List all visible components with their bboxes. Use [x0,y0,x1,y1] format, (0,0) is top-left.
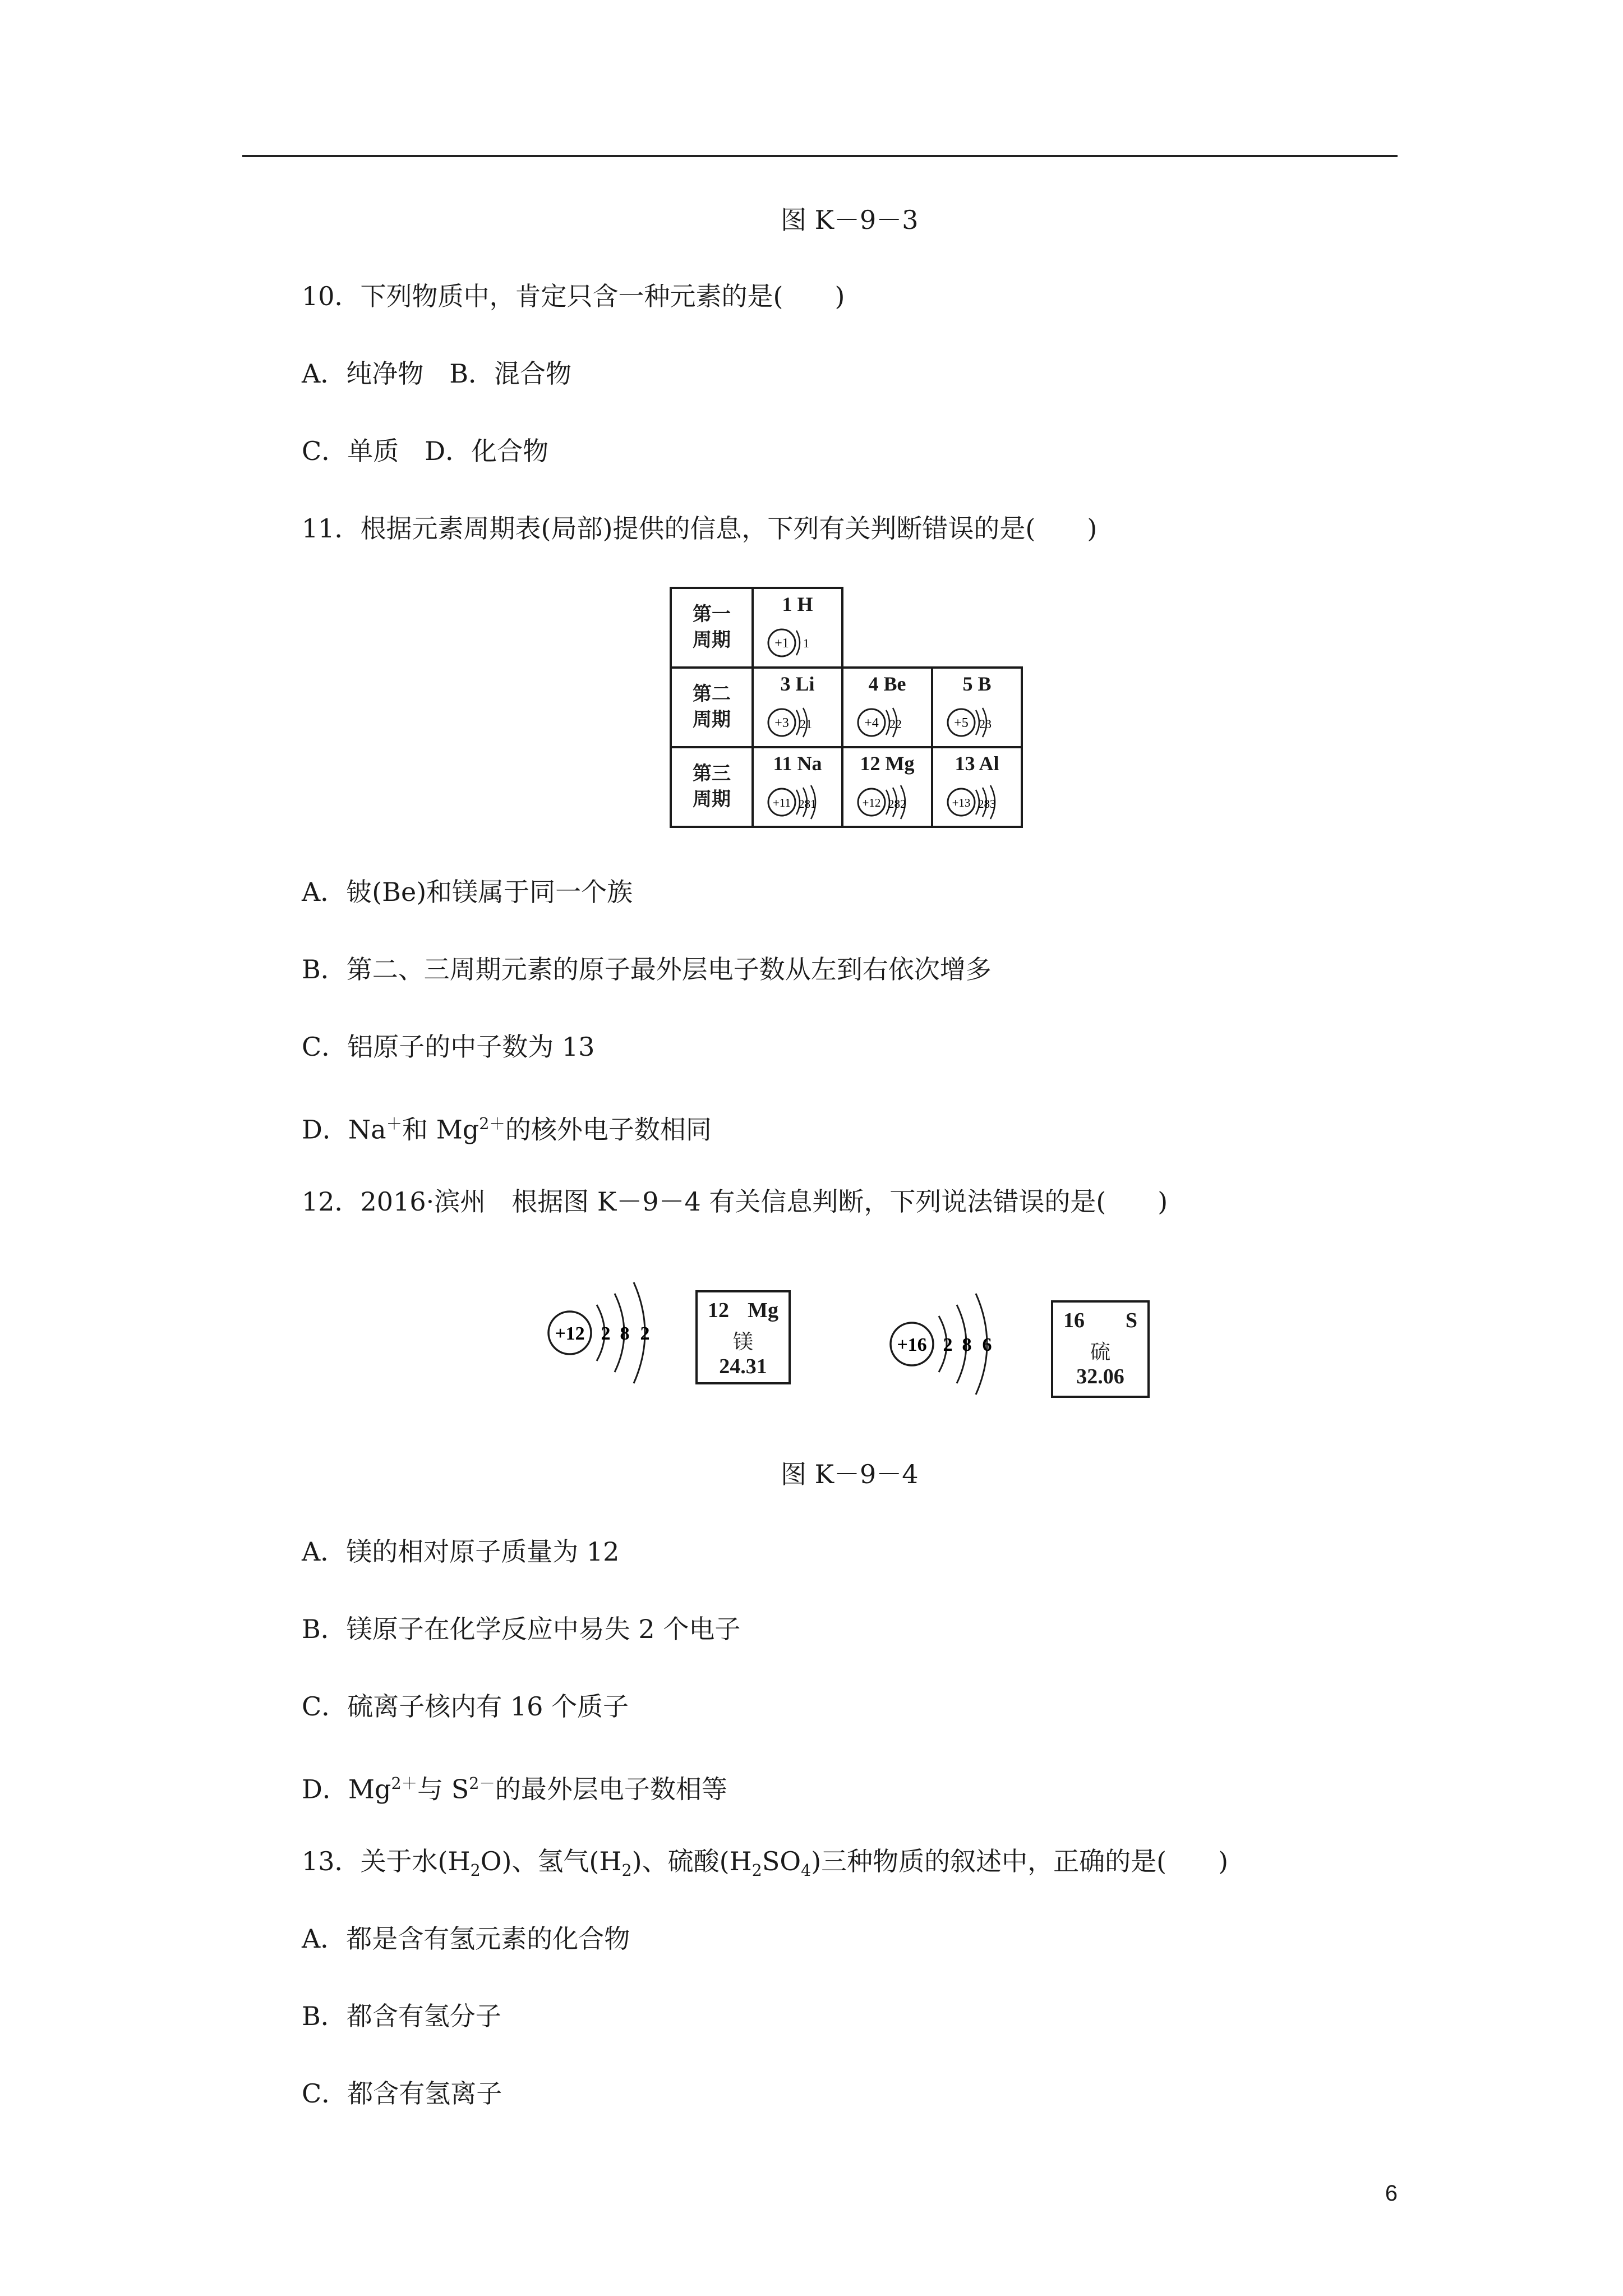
atom-diagram-li [766,702,839,744]
q12-d-pre: D．Mg [302,1774,391,1805]
figure-caption-k93: 图 K－9－3 [781,205,919,235]
period-label-3 [670,746,754,828]
atom-diagram-h [766,623,833,664]
question-11-stem: 11．根据元素周期表(局部)提供的信息，下列有关判断错误的是( ) [302,513,1098,544]
element-name-li: 3 Li [780,673,815,695]
q11-d-post: 的核外电子数相同 [505,1114,712,1145]
s-shell-1: 2 [943,1335,953,1355]
element-cell-be [841,666,933,748]
question-11-option-a: A．铍(Be)和镁属于同一个族 [302,877,633,907]
q11-d-sup1: ＋ [386,1115,403,1133]
s-atomic-mass: 32.06 [1076,1365,1124,1388]
element-cell-li [751,666,843,748]
s-nucleus-charge: +16 [897,1335,927,1355]
period-label-2-text: 第二 周期 [693,683,731,731]
s-symbol: S [1125,1309,1137,1332]
element-name-al: 13 Al [955,752,999,775]
atom-diagram-b [946,702,1018,744]
mg-symbol: Mg [748,1299,778,1322]
svg-text:22: 22 [889,717,902,731]
question-12-option-b: B．镁原子在化学反应中易失 2 个电子 [302,1614,741,1644]
svg-text:+3: +3 [774,716,789,730]
s-shell-3: 6 [982,1335,992,1355]
q13-stem-mid2: )、硫酸(H [631,1846,752,1876]
atom-diagram-be [856,702,929,744]
mg-shell-1: 2 [601,1323,611,1344]
mg-shell-3: 2 [640,1323,650,1344]
period-label-1-text: 第一 周期 [693,603,731,651]
q13-sub-1: 2 [470,1861,481,1880]
q13-stem-mid1: O)、氢气(H [480,1846,622,1876]
element-name-mg: 12 Mg [860,752,915,775]
mg-shell-2: 8 [620,1323,630,1344]
element-cell-mg [841,746,933,828]
element-name-h: 1 H [782,593,813,615]
svg-text:+4: +4 [864,716,879,730]
q11-d-mid: 和 Mg [402,1114,479,1145]
svg-text:+12: +12 [862,796,881,809]
q11-d-pre: D．Na [302,1114,386,1145]
q12-d-sup1: 2＋ [391,1774,418,1793]
question-12-stem: 12．2016·滨州 根据图 K－9－4 有关信息判断，下列说法错误的是( ) [302,1186,1168,1217]
period-label-2 [670,666,754,748]
element-name-na: 11 Na [773,752,822,775]
mg-element-card [695,1290,791,1384]
question-13-option-a: A．都是含有氢元素的化合物 [302,1924,630,1954]
element-cell-h [751,587,843,669]
element-cell-al [931,746,1023,828]
q13-stem-post: )三种物质的叙述中，正确的是( ) [811,1846,1229,1876]
mg-nucleus-charge: +12 [555,1323,585,1344]
q13-stem-mid3: SO [762,1846,801,1876]
atom-diagram-na [766,782,845,823]
svg-text:+11: +11 [772,796,791,809]
question-13-option-c: C．都含有氢离子 [302,2078,502,2109]
mg-atomic-number: 12 [708,1299,729,1322]
s-chinese-name: 硫 [1090,1341,1110,1364]
s-shell-2: 8 [962,1335,972,1355]
question-13-option-b: B．都含有氢分子 [302,2001,501,2031]
element-name-b: 5 B [962,673,992,695]
q13-sub-2: 2 [621,1861,632,1880]
s-atomic-number: 16 [1063,1309,1085,1332]
q12-d-sup2: 2－ [469,1774,495,1793]
svg-text:1: 1 [803,636,809,650]
header-rule [242,155,1398,157]
mg-atomic-mass: 24.31 [719,1355,767,1378]
svg-text:23: 23 [979,717,992,731]
element-name-be: 4 Be [868,673,906,695]
q12-d-mid: 与 S [417,1774,469,1805]
question-10-stem: 10．下列物质中，肯定只含一种元素的是( ) [302,281,845,311]
q11-d-sup2: 2＋ [479,1115,505,1133]
svg-text:+5: +5 [954,716,969,730]
svg-text:283: 283 [978,797,996,811]
question-13-stem [302,1844,1228,1888]
question-10-options-ab: A．纯净物 B．混合物 [302,358,572,389]
mg-atom-structure-diagram [544,1273,690,1391]
period-label-1 [670,587,754,669]
question-11-option-c: C．铝原子的中子数为 13 [302,1032,595,1062]
svg-text:+13: +13 [952,796,971,809]
svg-text:21: 21 [800,717,812,731]
q13-sub-4: 4 [801,1861,811,1880]
q12-d-post: 的最外层电子数相等 [495,1774,727,1805]
q13-stem-pre: 13．关于水(H [302,1846,471,1876]
question-11-option-d [302,1107,712,1146]
svg-text:281: 281 [799,797,817,811]
svg-text:+1: +1 [774,636,789,651]
question-12-option-a: A．镁的相对原子质量为 12 [302,1536,620,1567]
period-label-3-text: 第三 周期 [693,762,731,811]
page-number: 6 [1385,2181,1398,2206]
atom-diagram-al [946,782,1024,823]
q13-sub-3: 2 [751,1861,762,1880]
svg-text:282: 282 [888,797,906,811]
atom-diagram-mg [856,782,934,823]
s-atom-structure-diagram [886,1285,1032,1402]
question-11-option-b: B．第二、三周期元素的原子最外层电子数从左到右依次增多 [302,954,992,984]
s-element-card [1051,1300,1150,1398]
question-12-option-d [302,1767,727,1806]
figure-caption-k94: 图 K－9－4 [781,1459,919,1489]
element-cell-na [751,746,843,828]
question-10-options-cd: C．单质 D．化合物 [302,436,549,466]
question-12-option-c: C．硫离子核内有 16 个质子 [302,1691,629,1722]
mg-chinese-name: 镁 [732,1331,753,1354]
element-cell-b [931,666,1023,748]
